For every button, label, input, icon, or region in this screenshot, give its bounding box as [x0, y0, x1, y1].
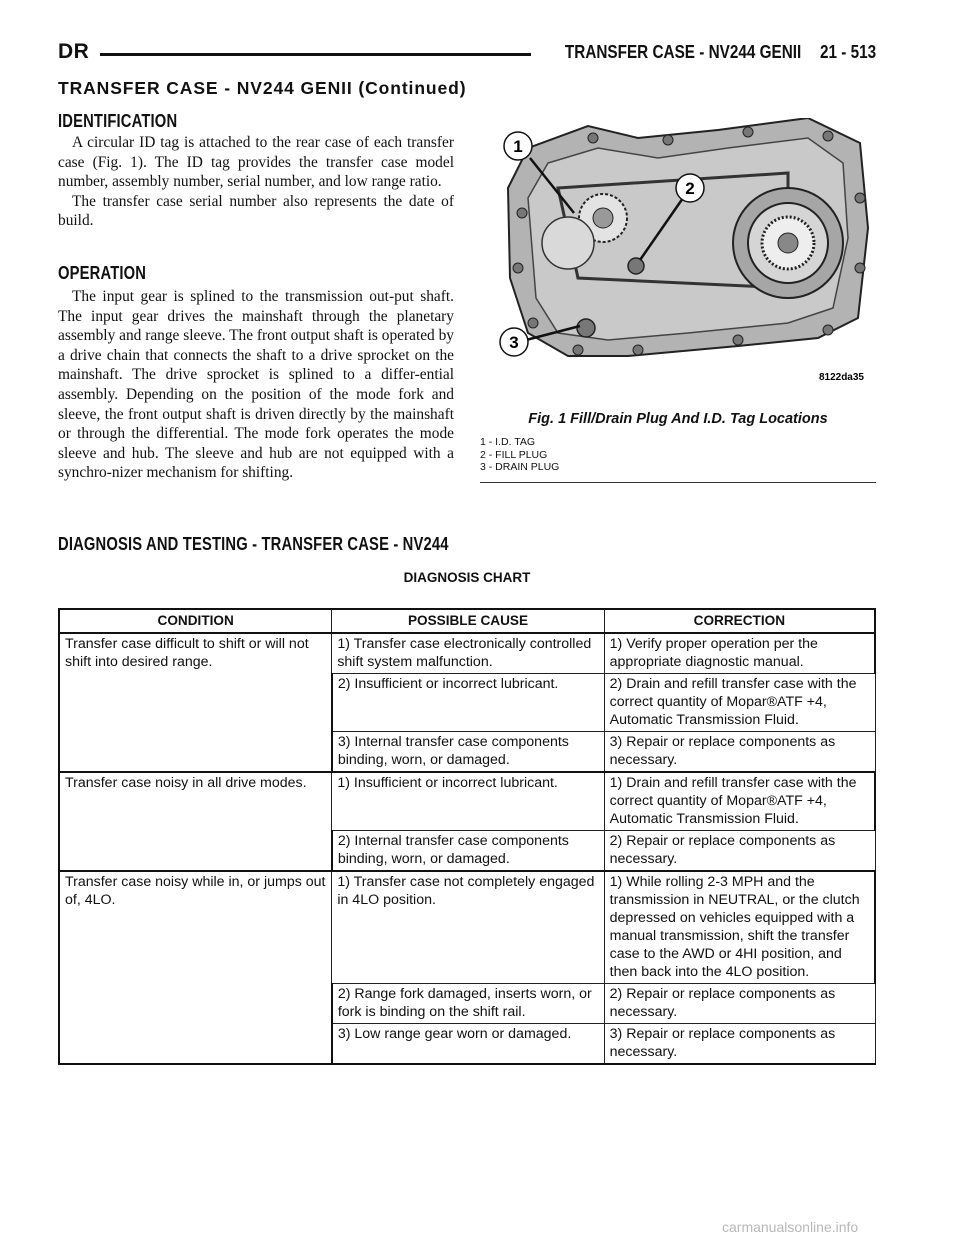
cause-cell: 1) Transfer case not completely engaged in 4LO position.	[332, 871, 604, 984]
legend-item: 3 - DRAIN PLUG	[480, 461, 560, 473]
diagnosis-table	[58, 608, 876, 1065]
column-header-correction: CORRECTION	[604, 609, 875, 633]
correction-cell: 3) Repair or replace components as necessary.	[604, 732, 875, 773]
page-header	[58, 40, 876, 70]
header-section-title	[565, 42, 876, 63]
continued-heading: TRANSFER CASE - NV244 GENII (Continued)	[58, 78, 467, 98]
correction-cell: 1) While rolling 2-3 MPH and the transmission in NEUTRAL, or the clutch depressed on vehicles equipped with a manual transmission, shift the transfer case to the AWD or 4HI position, and then back into the 4LO position.	[604, 871, 875, 984]
figure-caption: Fig. 1 Fill/Drain Plug And I.D. Tag Locations	[528, 411, 828, 427]
callout-2: 2	[685, 179, 695, 198]
figure-legend	[480, 436, 559, 474]
cause-cell: 2) Range fork damaged, inserts worn, or fork is binding on the shift rail.	[332, 984, 604, 1024]
table-header-row	[59, 609, 875, 633]
legend-item: 2 - FILL PLUG	[480, 448, 548, 461]
column-header-cause: POSSIBLE CAUSE	[332, 609, 604, 633]
column-header-condition: CONDITION	[59, 609, 332, 633]
cause-cell: 3) Internal transfer case components binding, worn, or damaged.	[332, 732, 604, 773]
cause-cell: 1) Transfer case electronically controlled shift system malfunction.	[332, 633, 604, 674]
figure-code: 8122da35	[818, 372, 864, 383]
table-row	[59, 633, 875, 674]
page-number: 21 - 513	[819, 42, 876, 62]
identification-paragraph: The transfer case serial number also represents the date of build.	[58, 192, 454, 230]
table-row	[59, 871, 875, 984]
diagnosis-heading: DIAGNOSIS AND TESTING - TRANSFER CASE - NV244	[58, 534, 449, 554]
operation-body	[58, 287, 454, 483]
cause-cell: 3) Low range gear worn or damaged.	[332, 1024, 604, 1065]
correction-cell: 2) Repair or replace components as necessary.	[604, 831, 875, 872]
header-section-label: TRANSFER CASE - NV244 GENII	[564, 42, 802, 62]
chart-title: DIAGNOSIS CHART	[403, 570, 531, 585]
transfer-case-illustration	[488, 118, 876, 390]
identification-heading: IDENTIFICATION	[58, 111, 178, 131]
callout-1: 1	[513, 137, 523, 156]
correction-cell: 3) Repair or replace components as necessary.	[604, 1024, 875, 1065]
correction-cell: 2) Drain and refill transfer case with the correct quantity of Mopar®ATF +4, Automatic Transmission Fluid.	[604, 674, 875, 732]
callout-3: 3	[509, 333, 519, 352]
cause-cell: 2) Insufficient or incorrect lubricant.	[332, 674, 604, 732]
cause-cell: 2) Internal transfer case components binding, worn, or damaged.	[332, 831, 604, 872]
cause-cell: 1) Insufficient or incorrect lubricant.	[332, 772, 604, 831]
condition-cell: Transfer case noisy in all drive modes.	[59, 772, 332, 871]
watermark: carmanualsonline.info	[722, 1219, 859, 1235]
table-row	[59, 772, 875, 831]
correction-cell: 1) Verify proper operation per the appropriate diagnostic manual.	[604, 633, 875, 674]
condition-cell: Transfer case difficult to shift or will not shift into desired range.	[59, 633, 332, 772]
header-rule	[100, 53, 531, 56]
operation-heading: OPERATION	[58, 263, 147, 283]
operation-paragraph: The input gear is splined to the transmission out-put shaft. The input gear drives the mainshaft through the planetary assembly and range sleeve. The front output shaft is operated by a drive chain that connects the shaft to a drive sprocket on the mainshaft. The drive sprocket is splined to a differ-ential assembly. Depending on the position of the mode fork and sleeve, the front output shaft is driven directly by the mainshaft or through the differential. The mode fork operates the mode sleeve and hub. The sleeve and hub are not equipped with a synchro-nizer mechanism for shifting.	[58, 288, 454, 482]
header-model-code: DR	[58, 40, 90, 63]
legend-item: 1 - I.D. TAG	[480, 436, 536, 448]
figure-rule	[480, 482, 876, 483]
condition-cell: Transfer case noisy while in, or jumps out of, 4LO.	[59, 871, 332, 1064]
identification-paragraph: A circular ID tag is attached to the rear case of each transfer case (Fig. 1). The ID tag provides the transfer case model number, assembly number, serial number, and low range ratio.	[58, 134, 454, 191]
correction-cell: 1) Drain and refill transfer case with the correct quantity of Mopar®ATF +4, Automatic Transmission Fluid.	[604, 772, 875, 831]
identification-body	[58, 133, 454, 231]
figure-1	[480, 118, 876, 486]
correction-cell: 2) Repair or replace components as necessary.	[604, 984, 875, 1024]
